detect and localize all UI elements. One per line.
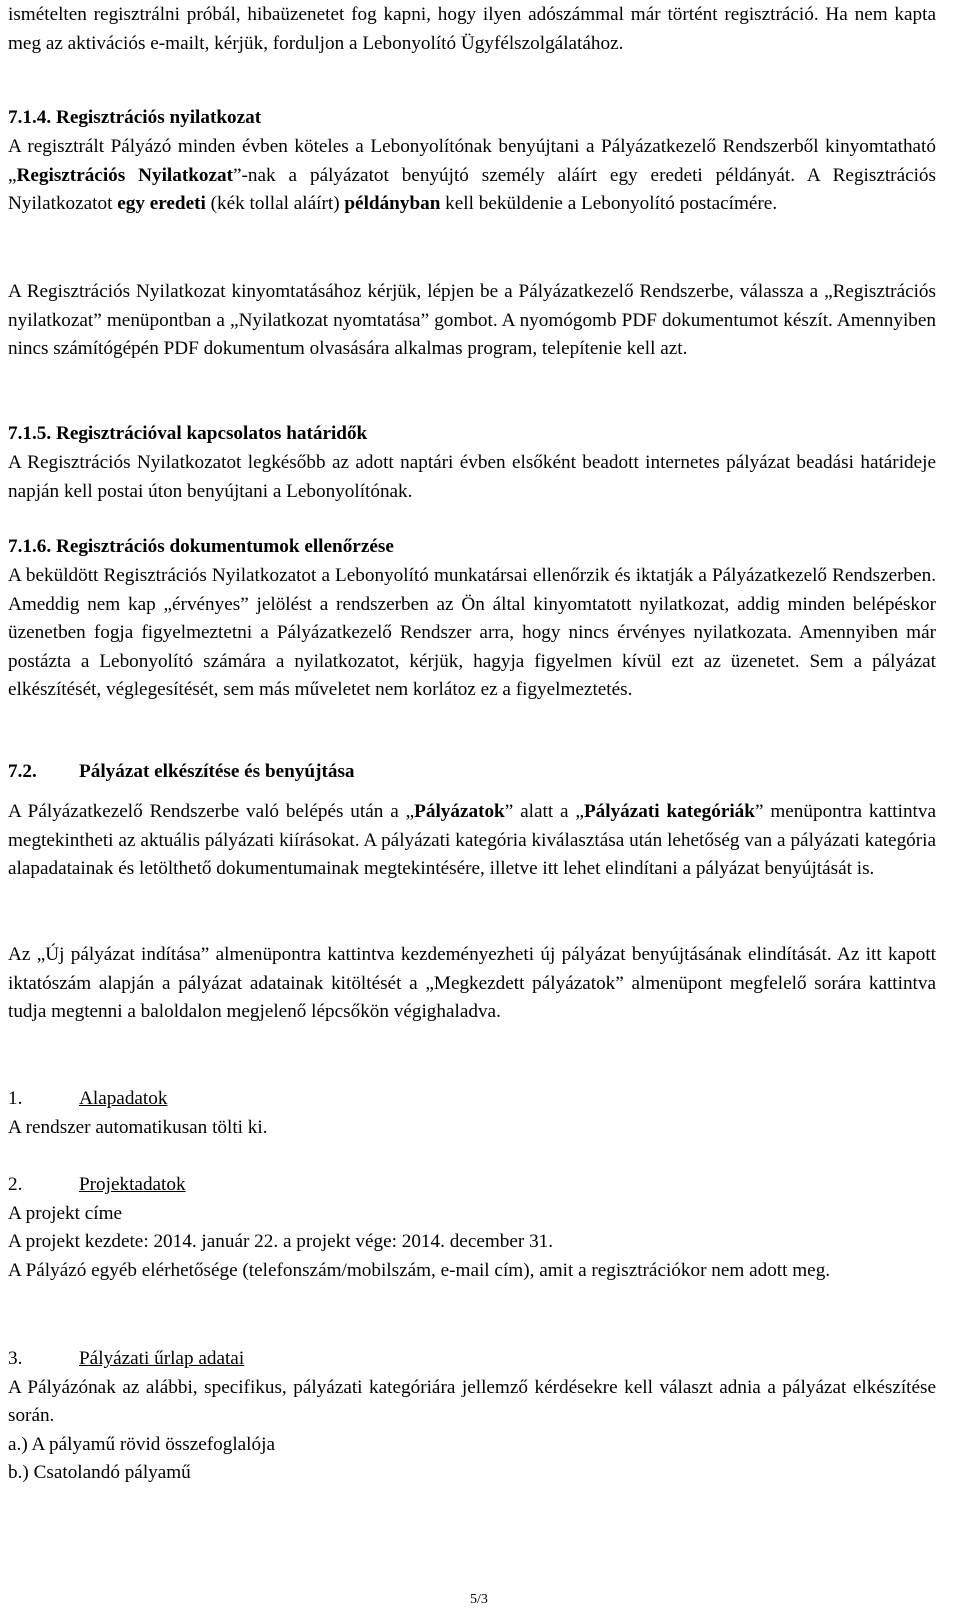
list-text: b.) Csatolandó pályamű: [8, 1462, 191, 1484]
list-text: a.) A pályamű rövid összefoglalója: [8, 1433, 275, 1455]
list-title: Pályázati űrlap adatai: [79, 1348, 245, 1369]
section-title: Pályázat elkészítése és benyújtása: [79, 761, 355, 782]
text-run: kell beküldenie a Lebonyolító postacímére.: [440, 193, 778, 215]
list-item-basic-data: [8, 1085, 936, 1142]
bold-text: Pályázatok: [414, 801, 505, 822]
list-title: Projektadatok: [79, 1174, 186, 1195]
text-run: (kék tollal aláírt): [205, 193, 345, 215]
section-heading-7-2: [8, 758, 936, 787]
section-heading-7-1-5: [8, 420, 936, 449]
registration-paragraph-1: [8, 133, 936, 219]
section-title: Regisztrációs nyilatkozat: [55, 107, 262, 128]
verification-paragraph: A beküldött Regisztrációs Nyilatkozatot a Lebonyolító munkatársai ellenőrzik és iktatják a Pályázatkezelő Rendszerben. Ameddig nem kap „érvényes” jelölést a rendszerben az Ön által kinyomtatott nyilatkozat, addig minden belépéskor üzenetben fogja figyelmeztetni a Pályázatkezelő Rendszer arra, hogy nincs érvényes nyilatkozata. Amennyiben már postázta a Lebonyolító számára a nyilatkozatot, kérjük, hagyja figyelmen kívül ezt az üzenetet. Sem a pályázat elkészítését, véglegesítését, sem más műveletet nem korlátoz ez a figyelmeztetés.: [8, 565, 936, 701]
section-heading-7-1-6: [8, 533, 936, 562]
list-item-project-data: [8, 1171, 936, 1285]
text-run: ”-nak a pályázatot benyújtó személy aláírt egy eredeti példányát. A Regisztrációs Nyilatkozatot: [8, 164, 936, 215]
text-run: A regisztrált Pályázó minden évben köteles a Lebonyolítónak benyújtani a Pályázatkezelő Rendszerből kinyomtatható „: [8, 136, 936, 186]
section-heading-7-1-4: [8, 104, 936, 133]
list-item-form-data: [8, 1345, 936, 1488]
list-text: A Pályázó egyéb elérhetősége (telefonszám/mobilszám, e-mail cím), amit a regisztrációkor nem adott meg.: [8, 1259, 831, 1281]
section-number: 7.2.: [8, 761, 37, 782]
section-title: Regisztrációval kapcsolatos határidők: [55, 423, 368, 444]
list-number: 2.: [8, 1174, 23, 1195]
continuation-paragraph: ismételten regisztrálni próbál, hibaüzenetet fog kapni, hogy ilyen adószámmal már történt regisztráció. Ha nem kapta meg az aktivációs e-mailt, kérjük, forduljon a Lebonyolító Ügyfélszolgálatához.: [8, 4, 936, 54]
deadline-paragraph: A Regisztrációs Nyilatkozatot legkésőbb az adott naptári évben elsőként beadott internetes pályázat beadási határideje napján kell postai úton benyújtani a Lebonyolítónak.: [8, 452, 936, 502]
registration-paragraph-2: A Regisztrációs Nyilatkozat kinyomtatásához kérjük, lépjen be a Pályázatkezelő Rendszerbe, válassza a „Regisztrációs nyilatkozat” menüpontban a „Nyilatkozat nyomtatása” gombot. A nyomógomb PDF dokumentumot készít. Amennyiben nincs számítógépén PDF dokumentum olvasására alkalmas program, telepítenie kell azt.: [8, 281, 936, 360]
submission-paragraph-1: [8, 798, 936, 884]
submission-paragraph-2: Az „Új pályázat indítása” almenüpontra kattintva kezdeményezheti új pályázat benyújtásának elindítását. Az itt kapott iktatószám alapján a pályázat adatainak kitöltését a „Megkezdett pályázatok” almenüpont megfelelő sorára kattintva tudja megtenni a baloldalon megjelenő lépcsőkön végighaladva.: [8, 944, 936, 1023]
bold-text: Pályázati kategóriák: [583, 801, 755, 822]
section-number: 7.1.4.: [8, 107, 52, 128]
bold-text: példányban: [344, 193, 441, 215]
text-run: ” menüpontra kattintva megtekintheti az aktuális pályázati kiírásokat. A pályázati kategória kiválasztása után lehetőség van a pályázati kategória alapadatainak és letölthető dokumentumainak megtekintésére, illetve itt lehet elindítani a pályázat benyújtását is.: [8, 801, 937, 880]
list-text: A Pályázónak az alábbi, specifikus, pályázati kategóriára jellemző kérdésekre kell választ adnia a pályázat elkészítése során.: [8, 1376, 936, 1427]
section-number: 7.1.6.: [8, 536, 52, 557]
list-number: 1.: [8, 1088, 23, 1109]
list-text: A projekt címe: [8, 1202, 123, 1224]
list-number: 3.: [8, 1348, 23, 1369]
text-run: A Pályázatkezelő Rendszerbe való belépés után a „: [8, 801, 415, 822]
list-title: Alapadatok: [79, 1088, 168, 1109]
list-text: A projekt kezdete: 2014. január 22. a projekt vége: 2014. december 31.: [8, 1231, 554, 1253]
section-number: 7.1.5.: [8, 423, 52, 444]
page-number: 5/3: [470, 1592, 488, 1607]
text-run: ” alatt a „: [504, 801, 584, 822]
bold-text: Regisztrációs Nyilatkozat: [16, 164, 234, 186]
list-text: A rendszer automatikusan tölti ki.: [8, 1116, 268, 1138]
section-title: Regisztrációs dokumentumok ellenőrzése: [55, 536, 394, 557]
bold-text: egy eredeti: [117, 193, 206, 215]
